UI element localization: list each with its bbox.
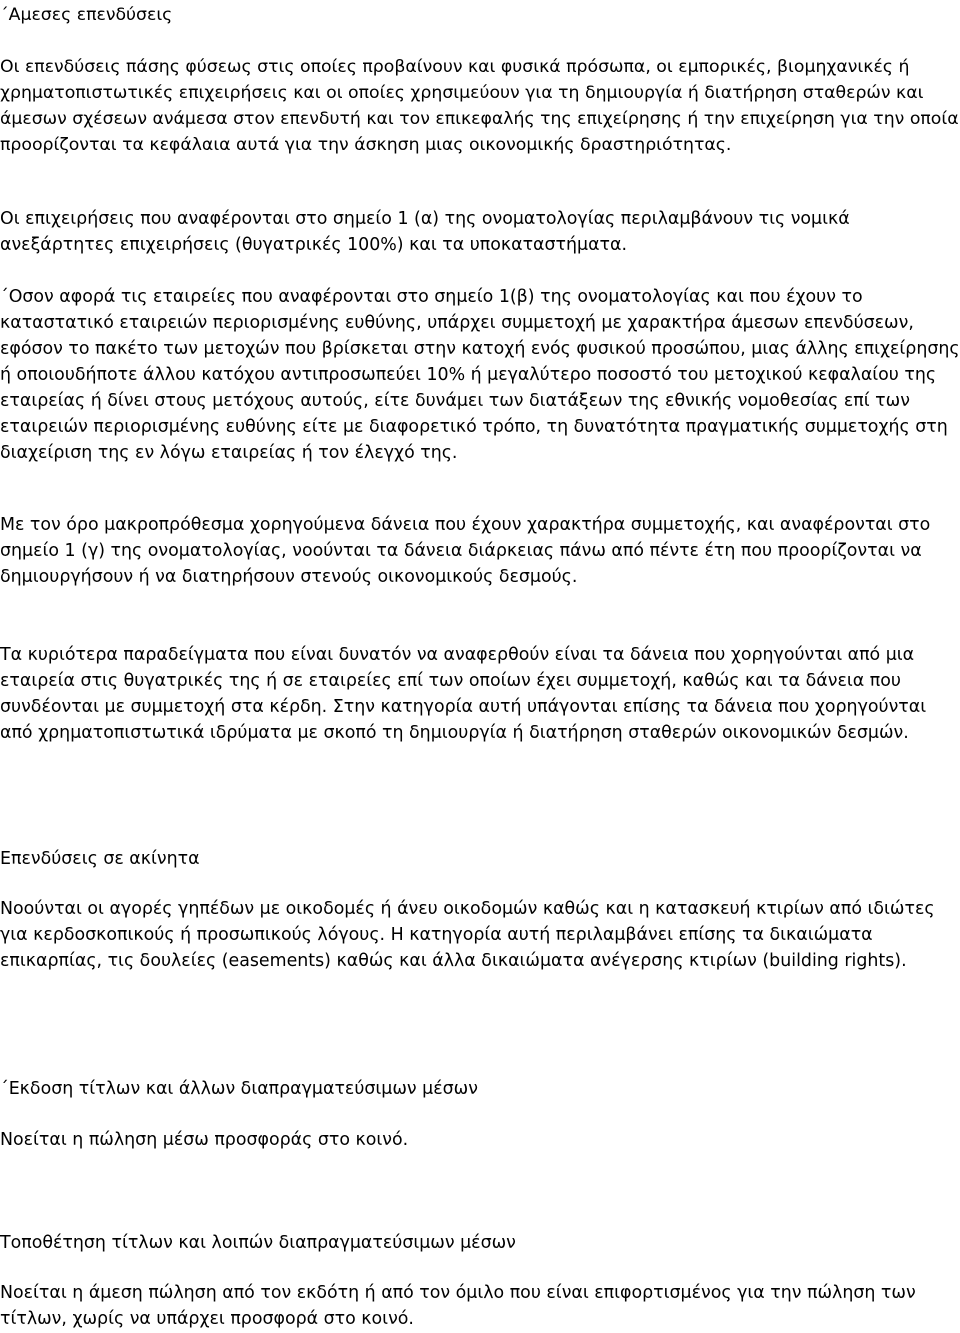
paragraph-direct-investments-definition: Οι επενδύσεις πάσης φύσεως στις οποίες προβαίνουν και φυσικά πρόσωπα, οι εμπορικές, βιομηχανικές ή χρηματοπιστωτικές επιχειρήσεις και οι οποίες χρησιμεύουν για τη δημιουργία ή διατήρηση σταθερών και άμεσων σχέσεων ανάμεσα στον επενδυτή και τον επικεφαλής της επιχείρησης ή την επιχείρηση για την οποία προορίζονται τα κεφάλαια αυτά για την άσκηση μιας οικονομικής δραστηριότητας. bbox=[0, 57, 959, 155]
paragraph-issue-of-securities: Νοείται η πώληση μέσω προσφοράς στο κοινό. bbox=[0, 1130, 409, 1150]
paragraph-direct-investments-examples: Τα κυριότερα παραδείγματα που είναι δυνατόν να αναφερθούν είναι τα δάνεια που χορηγούνται από μια εταιρεία στις θυγατρικές της ή σε εταιρείες επί των οποίων έχει συμμετοχή, καθώς και τα δάνεια που συνδέονται με συμμετοχή στα κέρδη. Στην κατηγορία αυτή υπάγονται επίσης τα δάνεια που χορηγούνται από χρηματοπιστωτικά ιδρύματα με σκοπό τη δημιουργία ή διατήρηση σταθερών οικονομικών δεσμών. bbox=[0, 645, 927, 743]
heading-issue-of-securities: ΄Εκδοση τίτλων και άλλων διαπραγματεύσιμων μέσων bbox=[0, 1079, 478, 1099]
heading-real-estate: Επενδύσεις σε ακίνητα bbox=[0, 849, 200, 869]
paragraph-direct-investments-subsidiaries: Οι επιχειρήσεις που αναφέρονται στο σημείο 1 (α) της ονοματολογίας περιλαμβάνουν τις νομικά ανεξάρτητες επιχειρήσεις (θυγατρικές 100%) και τα υποκαταστήματα. bbox=[0, 209, 850, 255]
paragraph-real-estate: Νοούνται οι αγορές γηπέδων με οικοδομές ή άνευ οικοδομών καθώς και η κατασκευή κτιρίων από ιδιώτες για κερδοσκοπικούς ή προσωπικούς λόγους. Η κατηγορία αυτή περιλαμβάνει επίσης τα δικαιώματα επικαρπίας, τις δουλείες (easements) καθώς και άλλα δικαιώματα ανέγερσης κτιρίων (building rights). bbox=[0, 899, 935, 971]
paragraph-direct-investments-limited-companies: ΄Οσον αφορά τις εταιρείες που αναφέρονται στο σημείο 1(β) της ονοματολογίας και που έχουν το καταστατικό εταιρειών περιορισμένης ευθύνης, υπάρχει συμμετοχή με χαρακτήρα άμεσων επενδύσεων, εφόσον το πακέτο των μετοχών που βρίσκεται στην κατοχή ενός φυσικού προσώπου, μιας άλλης επιχείρησης ή οποιουδήποτε άλλου κατόχου αντιπροσωπεύει 10% ή μεγαλύτερο ποσοστό του μετοχικού κεφαλαίου της εταιρείας ή δίνει στους μετόχους αυτούς, είτε δυνάμει των διατάξεων της εθνικής νομοθεσίας επί των εταιρειών περιορισμένης ευθύνης είτε με διαφορετικό τρόπο, τη δυνατότητα πραγματικής συμμετοχής στη διαχείριση της εν λόγω εταιρείας ή τον έλεγχό της. bbox=[0, 287, 960, 463]
paragraph-direct-investments-long-term-loans: Με τον όρο μακροπρόθεσμα χορηγούμενα δάνεια που έχουν χαρακτήρα συμμετοχής, και αναφέρονται στο σημείο 1 (γ) της ονοματολογίας, νοούνται τα δάνεια διάρκειας πάνω από πέντε έτη που προορίζονται να δημιουργήσουν ή να διατηρήσουν στενούς οικονομικούς δεσμούς. bbox=[0, 515, 931, 587]
paragraph-placement-of-securities: Νοείται η άμεση πώληση από τον εκδότη ή από τον όμιλο που είναι επιφορτισμένος για την πώληση των τίτλων, χωρίς να υπάρχει προσφορά στο κοινό. bbox=[0, 1283, 916, 1329]
heading-placement-of-securities: Τοποθέτηση τίτλων και λοιπών διαπραγματεύσιμων μέσων bbox=[0, 1233, 516, 1253]
heading-direct-investments: ΄Αμεσες επενδύσεις bbox=[0, 5, 173, 25]
